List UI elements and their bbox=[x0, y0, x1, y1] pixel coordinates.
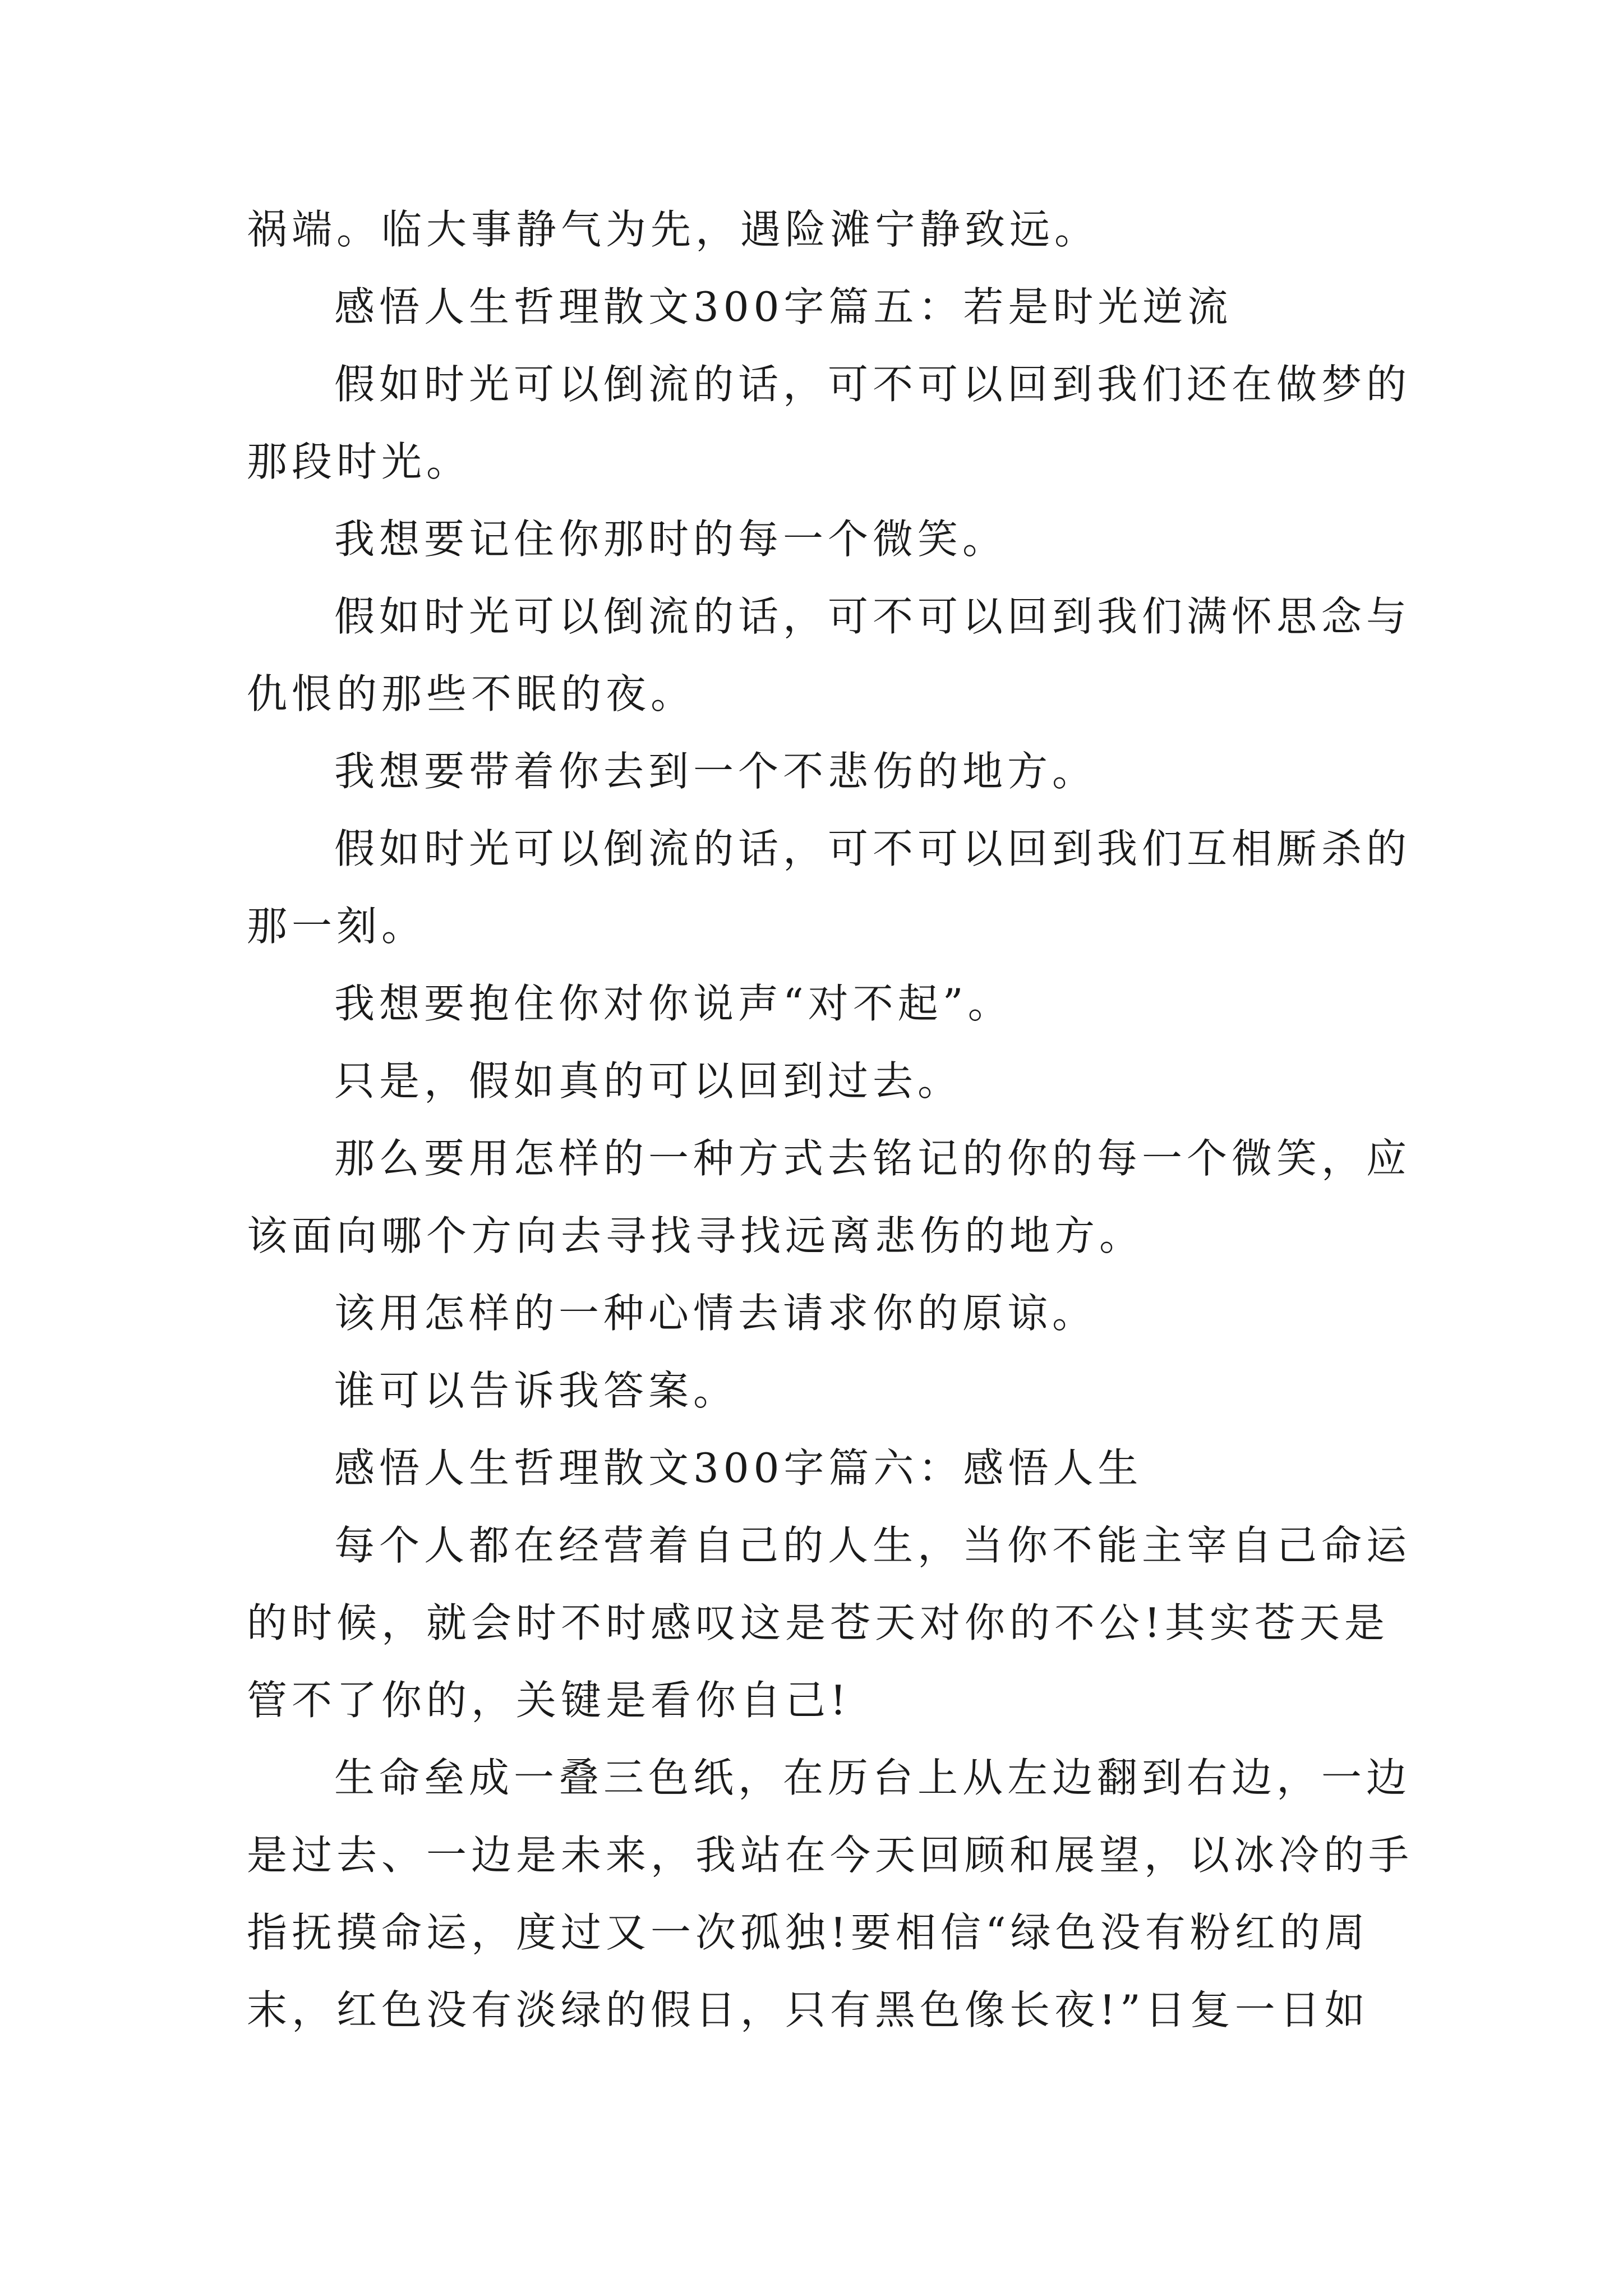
text-line: 假如时光可以倒流的话，可不可以回到我们互相厮杀的 bbox=[334, 825, 1412, 872]
text-line: 该面向哪个方向去寻找寻找远离悲伤的地方。 bbox=[247, 1212, 1145, 1259]
section-heading: 感悟人生哲理散文300字篇五：若是时光逆流 bbox=[334, 283, 1233, 330]
text-line: 那一刻。 bbox=[247, 903, 427, 950]
text-line: 管不了你的，关键是看你自己! bbox=[247, 1677, 851, 1724]
text-line: 末，红色没有淡绿的假日，只有黑色像长夜!”日复一日如 bbox=[247, 1986, 1370, 2033]
section-heading: 感悟人生哲理散文300字篇六：感悟人生 bbox=[334, 1444, 1143, 1492]
text-line: 假如时光可以倒流的话，可不可以回到我们满怀思念与 bbox=[334, 593, 1412, 640]
text-line: 那么要用怎样的一种方式去铭记的你的每一个微笑，应 bbox=[334, 1135, 1412, 1182]
text-line: 我想要记住你那时的每一个微笑。 bbox=[334, 516, 1008, 563]
text-line: 的时候，就会时不时感叹这是苍天对你的不公!其实苍天是 bbox=[247, 1599, 1389, 1646]
text-line: 指抚摸命运，度过又一次孤独!要相信“绿色没有粉红的周 bbox=[247, 1909, 1370, 1956]
text-line: 每个人都在经营着自己的人生，当你不能主宰自己命运 bbox=[334, 1522, 1412, 1569]
text-line: 假如时光可以倒流的话，可不可以回到我们还在做梦的 bbox=[334, 361, 1412, 408]
text-line: 祸端。临大事静气为先，遇险滩宁静致远。 bbox=[247, 206, 1100, 253]
body-text bbox=[247, 191, 1414, 2049]
text-line: 生命垒成一叠三色纸，在历台上从左边翻到右边，一边 bbox=[334, 1754, 1412, 1801]
text-line: 该用怎样的一种心情去请求你的原谅。 bbox=[334, 1290, 1098, 1337]
text-line: 是过去、一边是未来，我站在今天回顾和展望，以冰冷的手 bbox=[247, 1832, 1414, 1879]
text-line: 谁可以告诉我答案。 bbox=[334, 1367, 739, 1414]
text-line: 只是，假如真的可以回到过去。 bbox=[334, 1057, 963, 1105]
text-line: 我想要带着你去到一个不悲伤的地方。 bbox=[334, 748, 1098, 795]
text-line: 那段时光。 bbox=[247, 438, 472, 485]
text-line: 仇恨的那些不眠的夜。 bbox=[247, 670, 696, 717]
text-line: 我想要抱住你对你说声“对不起”。 bbox=[334, 980, 1013, 1027]
